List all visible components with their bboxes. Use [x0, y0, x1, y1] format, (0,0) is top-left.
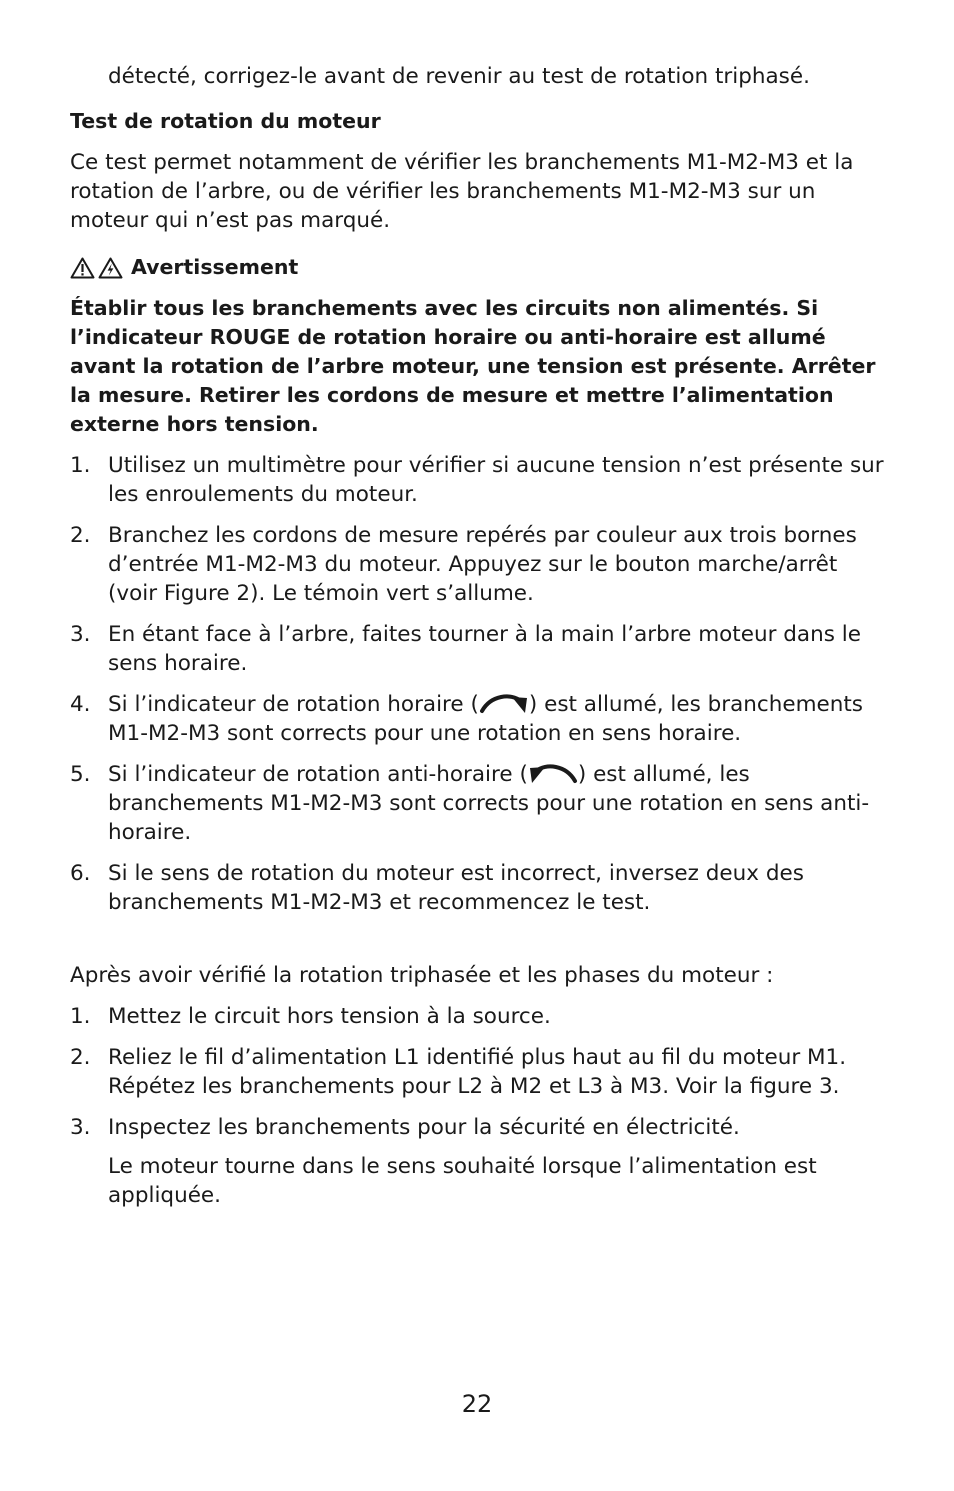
list-item [70, 1002, 890, 1031]
list-item [70, 620, 890, 678]
step-text [108, 760, 890, 847]
warning-body: Établir tous les branchements avec les circuits non alimentés. Si l’indicateur ROUGE de rotation horaire ou anti-horaire est allumé avant la rotation de l’arbre moteur, une tension est présente. Arrêter la mesure. Retirer les cordons de mesure et mettre l’alimentation externe hors tension. [70, 296, 876, 436]
step-number: 2. [70, 523, 91, 548]
after-steps-list [70, 1002, 890, 1142]
counterclockwise-rotation-icon [528, 762, 578, 784]
warning-triangle-icon [70, 257, 95, 279]
after-intro: Après avoir vérifié la rotation triphasée et les phases du moteur : [70, 963, 774, 988]
list-item [70, 451, 890, 509]
list-item [70, 760, 890, 847]
closing-note: Le moteur tourne dans le sens souhaité lorsque l’alimentation est appliquée. [108, 1154, 817, 1208]
step-text-after: ) est allumé, les branchements M1-M2-M3 sont corrects pour une rotation en sens anti-horaire. [108, 762, 870, 845]
list-item [70, 1113, 890, 1142]
warning-title: Avertissement [131, 255, 299, 279]
step-text: Utilisez un multimètre pour vérifier si aucune tension n’est présente sur les enroulements du moteur. [108, 453, 884, 507]
list-item [70, 521, 890, 608]
warning-heading [70, 253, 890, 282]
intro-paragraph: Ce test permet notamment de vérifier les branchements M1-M2-M3 et la rotation de l’arbre, ou de vérifier les branchements M1-M2-M3 sur un moteur qui n’est pas marqué. [70, 150, 854, 233]
manual-page [70, 62, 890, 1210]
step-text-after: ) est allumé, les branchements M1-M2-M3 sont corrects pour une rotation en sens horaire. [108, 692, 864, 746]
step-text: Reliez le fil d’alimentation L1 identifié plus haut au fil du moteur M1. Répétez les branchements pour L2 à M2 et L3 à M3. Voir la figure 3. [108, 1045, 847, 1099]
step-text: Branchez les cordons de mesure repérés par couleur aux trois bornes d’entrée M1-M2-M3 du moteur. Appuyez sur le bouton marche/arrêt (voir Figure 2). Le témoin vert s’allume. [108, 523, 857, 606]
continuation-text: détecté, corrigez-le avant de revenir au test de rotation triphasé. [108, 64, 810, 89]
step-text [108, 690, 890, 748]
clockwise-rotation-icon [479, 692, 529, 714]
electric-shock-triangle-icon [98, 257, 123, 279]
test-steps-list [70, 451, 890, 917]
step-number: 3. [70, 622, 91, 647]
list-item [70, 1043, 890, 1101]
section-heading: Test de rotation du moteur [70, 109, 381, 133]
list-item [70, 690, 890, 748]
step-text-before: Si l’indicateur de rotation horaire ( [108, 692, 479, 717]
step-text: Inspectez les branchements pour la sécurité en électricité. [108, 1115, 740, 1140]
step-text: En étant face à l’arbre, faites tourner à la main l’arbre moteur dans le sens horaire. [108, 622, 861, 676]
page-number: 22 [461, 1390, 493, 1418]
list-item [70, 859, 890, 917]
step-number: 4. [70, 692, 91, 717]
step-text: Si le sens de rotation du moteur est incorrect, inversez deux des branchements M1-M2-M3 et recommencez le test. [108, 861, 804, 915]
step-number: 5. [70, 762, 91, 787]
warning-icons [70, 257, 123, 279]
step-number: 3. [70, 1115, 91, 1140]
step-text: Mettez le circuit hors tension à la source. [108, 1004, 551, 1029]
step-number: 1. [70, 1004, 91, 1029]
step-number: 2. [70, 1045, 91, 1070]
step-number: 6. [70, 861, 91, 886]
step-text-before: Si l’indicateur de rotation anti-horaire ( [108, 762, 528, 787]
step-number: 1. [70, 453, 91, 478]
